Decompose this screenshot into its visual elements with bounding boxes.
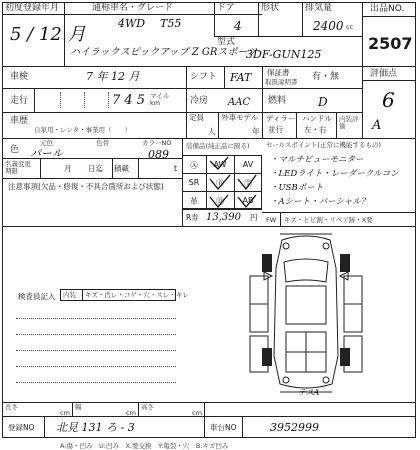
aircon-label: 冷房 bbox=[190, 96, 209, 106]
shaken-label: 車検 bbox=[10, 72, 29, 82]
first-reg-value: 5 / 12 月 bbox=[10, 24, 86, 45]
equip-av-symbol: AV bbox=[242, 160, 254, 169]
lot-value: 2507 bbox=[368, 34, 413, 53]
shape-label: 形状 bbox=[261, 3, 280, 13]
equip-aircon-symbol: Ⓐ bbox=[190, 161, 198, 170]
door-value: 4 bbox=[234, 19, 242, 33]
model-name-value: ハイラックスピックアップ Z GRスポーツ bbox=[70, 47, 258, 58]
trans-hand-value: T55 bbox=[160, 17, 182, 30]
inspector-label: 検査員記入 bbox=[18, 292, 56, 301]
capacity-unit: 人 bbox=[208, 127, 216, 136]
height-label: 高さ bbox=[141, 403, 154, 411]
drive-value: 4WD bbox=[118, 17, 146, 30]
capacity-label: 定員 bbox=[189, 113, 204, 122]
type-value: 3DF-GUN125 bbox=[246, 48, 322, 61]
equip-ab-symbol: AB bbox=[242, 196, 254, 205]
width-label: 幅 bbox=[75, 403, 82, 411]
recycle-label: R券 bbox=[186, 213, 199, 222]
notes-label: 注意事項(欠品・修復・不具合箇所および状態) bbox=[8, 182, 164, 191]
mileage-value: 7 4 5 bbox=[112, 93, 146, 108]
sales-point-2: ・LEDライト・レーダークルコン bbox=[270, 169, 399, 179]
equip-tv-symbol: Ⓣ bbox=[244, 179, 252, 188]
mileage-label: 走行 bbox=[10, 96, 29, 106]
color-code-label: カラーNO bbox=[142, 139, 172, 147]
door-label: ドア bbox=[217, 3, 235, 13]
equipment-check-marks bbox=[182, 155, 262, 209]
interior-value: A bbox=[372, 118, 382, 133]
first-reg-label: 初度登録年月 bbox=[5, 3, 60, 13]
fuel-value: D bbox=[318, 95, 328, 109]
warranty-sub: 取扱説明書 bbox=[265, 78, 298, 86]
reg-label: 登録NO bbox=[8, 423, 35, 432]
height-unit: cm bbox=[192, 409, 202, 417]
load-unit: t bbox=[174, 164, 177, 173]
equip-aw-symbol: AW bbox=[213, 160, 227, 169]
color-orig-label: 元色 bbox=[40, 139, 53, 147]
name-change-label: 名義変更期限 bbox=[5, 160, 31, 176]
inspector-interior-label: 内装 bbox=[63, 291, 76, 299]
equip-d-symbol: Ⓓ bbox=[216, 197, 224, 206]
length-label: 長さ bbox=[5, 403, 18, 411]
reg-value: 北見 131 ろ - 3 bbox=[56, 421, 135, 434]
equipment-label: 装備品(純正品に限る) bbox=[186, 142, 250, 150]
shaken-value: 7 年 12 月 bbox=[86, 70, 140, 83]
color-label: 色 bbox=[10, 145, 20, 155]
mileage-unit: マイル km bbox=[150, 92, 170, 107]
shift-label: シフト bbox=[190, 72, 218, 82]
displacement-unit: cc bbox=[346, 23, 354, 31]
shift-value: FAT bbox=[230, 71, 252, 84]
sales-point-3: ・USBポート bbox=[270, 183, 324, 193]
equip-sr-symbol: SR bbox=[188, 178, 200, 187]
fuel-label: 燃料 bbox=[268, 96, 287, 106]
import-label: 外車モデル bbox=[221, 113, 259, 122]
inspector-interior-legend: キズ・汚レ・コゲ・穴・スレ・キレ bbox=[85, 291, 189, 299]
width-unit: cm bbox=[126, 409, 136, 417]
equip-p-symbol: Ⓟ bbox=[216, 179, 224, 188]
car-diagram bbox=[246, 232, 366, 396]
aircon-value: AAC bbox=[228, 97, 251, 108]
chassis-value: 3952999 bbox=[270, 421, 319, 434]
damage-legend: キズ・ヒビ割・リペア跡・X要 bbox=[284, 216, 373, 224]
lot-label: 出品NO. bbox=[370, 4, 405, 14]
sales-points-label: セールスポイント(正常に機能するもの) bbox=[266, 141, 381, 149]
sales-point-1: ・マルチビューモニター bbox=[270, 155, 364, 165]
sales-point-4: ・Aシート・パーシャル？ bbox=[270, 197, 370, 207]
length-unit: cm bbox=[60, 409, 70, 417]
displacement-label: 排気量 bbox=[305, 3, 333, 13]
chassis-label: 車台NO bbox=[210, 423, 237, 432]
grade-value: 6 bbox=[382, 88, 395, 112]
bottom-legend: A:傷・凹み U:凹み X:要交換 Y:亀裂・穴 B:キズ凹み bbox=[60, 442, 229, 450]
color-change-label: 色替 bbox=[96, 139, 109, 147]
handle-value: 左・右 bbox=[304, 125, 327, 134]
equip-leather-symbol: 革 bbox=[190, 197, 198, 206]
month-label: 月 bbox=[64, 164, 72, 173]
fw-label: FW bbox=[266, 216, 277, 224]
model-label: 通称車名・グレード bbox=[92, 3, 174, 13]
color-value: パール bbox=[30, 147, 63, 160]
load-label: 積載 bbox=[114, 164, 129, 173]
grade-label: 評価点 bbox=[370, 69, 398, 79]
displacement-value: 2400 bbox=[313, 19, 344, 33]
interior-label: 内装評価 bbox=[339, 115, 359, 130]
diagram-note: テスA bbox=[298, 388, 320, 397]
dealer-label: ディラー bbox=[266, 114, 296, 123]
recycle-value: 13,390 bbox=[206, 212, 241, 223]
history-label: 車歴 bbox=[10, 116, 29, 126]
color-code-value: 089 bbox=[148, 148, 169, 161]
import-unit: 年 bbox=[252, 127, 260, 136]
day-label: 日迄 bbox=[88, 164, 103, 173]
type-label: 型式 bbox=[217, 37, 236, 47]
warranty-label: 保証書 bbox=[267, 68, 290, 77]
dealer-value: 並行 bbox=[268, 125, 283, 134]
history-sub: 自家用・レンタ・事業用（ ） bbox=[34, 126, 132, 134]
handle-label: ハンドル bbox=[302, 114, 332, 123]
recycle-unit: 円 bbox=[250, 213, 258, 222]
warranty-value: 有・無 bbox=[312, 72, 340, 82]
